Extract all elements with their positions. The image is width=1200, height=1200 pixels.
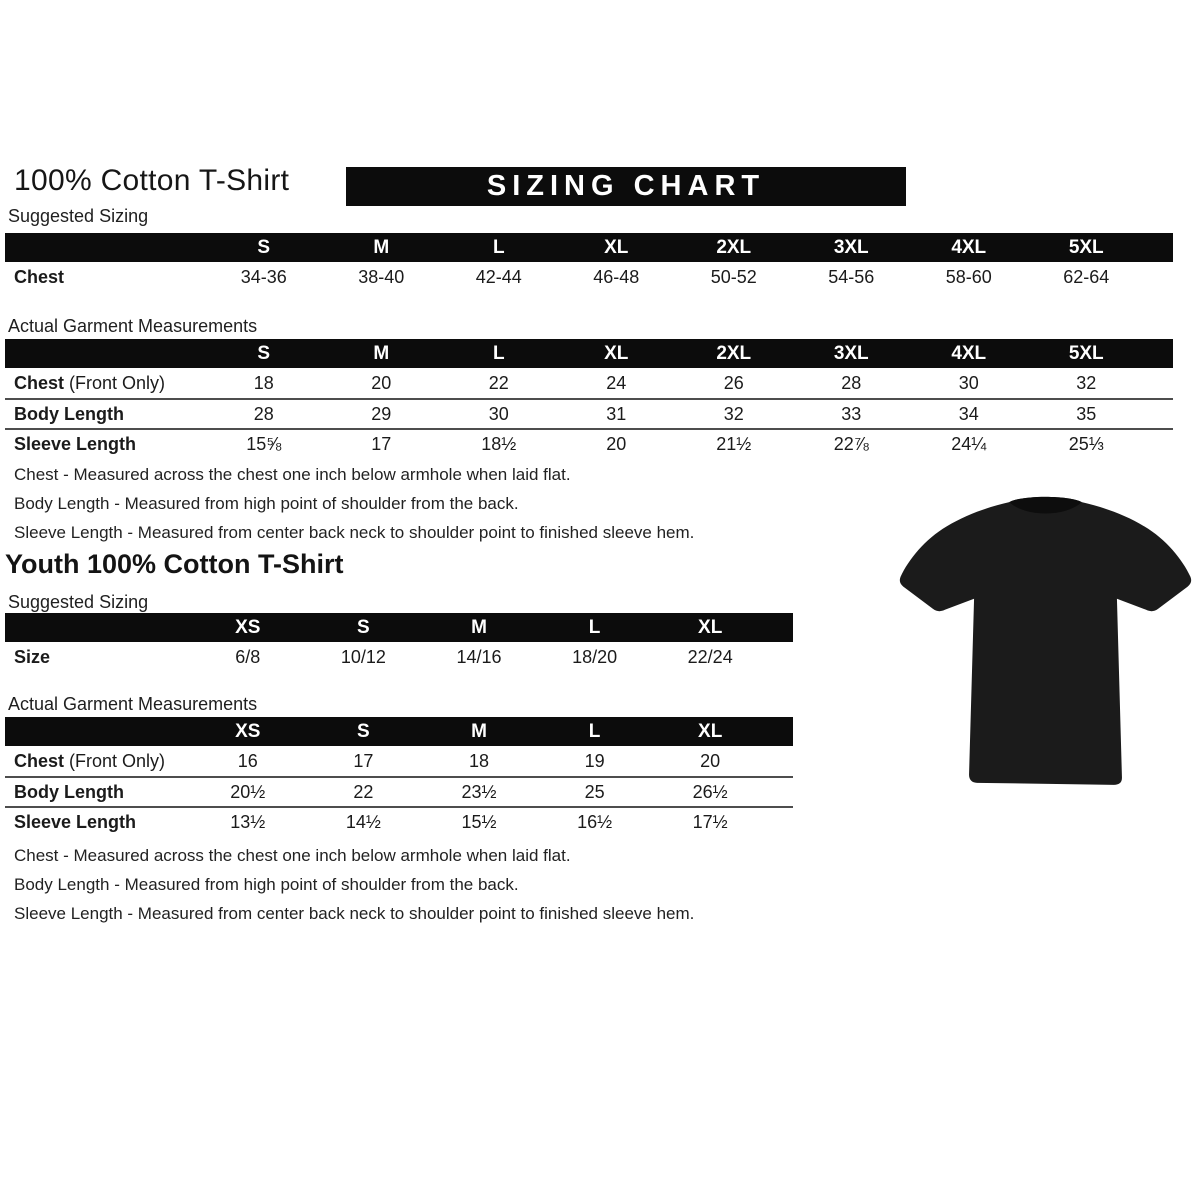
- table-cell: 42-44: [475, 266, 522, 287]
- table-cell: 18: [468, 750, 489, 771]
- table-cell: 14/16: [456, 646, 502, 667]
- table-row: [5, 398, 1173, 428]
- column-header: S: [257, 236, 271, 258]
- table-cell: 25⅓: [1068, 433, 1104, 454]
- youth-section-title: Youth 100% Cotton T-Shirt: [5, 549, 344, 579]
- page-title: 100% Cotton T-Shirt: [14, 164, 290, 197]
- table-cell: 35: [1076, 403, 1097, 424]
- row-label: Body Length: [14, 403, 124, 424]
- note-body-length: Body Length - Measured from high point of shoulder from the back.: [14, 494, 519, 513]
- note-chest: Chest - Measured across the chest one inch below armhole when laid flat.: [14, 465, 571, 484]
- table-cell: 50-52: [710, 266, 757, 287]
- note-body-length: Body Length - Measured from high point of shoulder from the back.: [14, 875, 519, 894]
- column-header: M: [471, 720, 487, 742]
- column-header: XS: [235, 616, 261, 638]
- table-cell: 17: [353, 750, 374, 771]
- table-cell: 29: [371, 403, 392, 424]
- column-header: L: [492, 342, 505, 364]
- column-header: L: [492, 236, 505, 258]
- table-cell: 10/12: [340, 646, 386, 667]
- table-cell: 21½: [716, 433, 752, 454]
- table-cell: 18: [253, 372, 274, 393]
- table-cell: 19: [584, 750, 605, 771]
- column-header: 4XL: [951, 342, 987, 364]
- table-cell: 16½: [577, 811, 613, 832]
- row-label: Size: [14, 646, 51, 667]
- table-header-row: [5, 717, 793, 746]
- column-header: 3XL: [833, 236, 869, 258]
- table-cell: 26½: [692, 781, 728, 802]
- adult-suggested-sizing-label: Suggested Sizing: [8, 206, 149, 226]
- table-cell: 6/8: [235, 646, 261, 667]
- table-cell: 22⅞: [833, 433, 869, 454]
- adult-suggested-sizing-table: [5, 233, 1173, 292]
- sizing-chart-banner: SIZING CHART: [346, 167, 906, 206]
- row-label: Chest (Front Only): [14, 372, 166, 393]
- black-tshirt-image: [893, 478, 1198, 810]
- column-header: XL: [604, 342, 629, 364]
- table-cell: 18/20: [572, 646, 618, 667]
- table-cell: 22/24: [687, 646, 733, 667]
- table-header-row: [5, 233, 1173, 262]
- table-header-row: [5, 613, 793, 642]
- table-row: [5, 776, 793, 806]
- table-cell: 24¼: [951, 433, 987, 454]
- table-cell: 17: [371, 433, 392, 454]
- table-cell: 62-64: [1063, 266, 1110, 287]
- column-header: 5XL: [1068, 236, 1104, 258]
- table-cell: 22: [353, 781, 374, 802]
- table-cell: 34-36: [240, 266, 287, 287]
- table-cell: 31: [606, 403, 627, 424]
- table-cell: 15½: [461, 811, 497, 832]
- table-cell: 25: [584, 781, 605, 802]
- column-header: 2XL: [716, 236, 752, 258]
- youth-suggested-sizing-table: [5, 613, 793, 672]
- table-cell: 30: [958, 372, 979, 393]
- adult-actual-measurements-label: Actual Garment Measurements: [8, 316, 258, 336]
- column-header: XL: [604, 236, 629, 258]
- column-header: XS: [235, 720, 261, 742]
- column-header: XL: [698, 616, 723, 638]
- table-cell: 22: [488, 372, 509, 393]
- tshirt-body-shape: [900, 497, 1191, 785]
- table-row: [5, 368, 1173, 398]
- column-header: L: [588, 616, 601, 638]
- column-header: 3XL: [833, 342, 869, 364]
- table-cell: 28: [841, 372, 862, 393]
- column-header: XL: [698, 720, 723, 742]
- table-cell: 20: [700, 750, 721, 771]
- row-label: Chest: [14, 266, 65, 287]
- table-header-row: [5, 339, 1173, 368]
- table-cell: 38-40: [358, 266, 405, 287]
- row-label: Chest (Front Only): [14, 750, 166, 771]
- column-header: 5XL: [1068, 342, 1104, 364]
- table-cell: 13½: [230, 811, 266, 832]
- note-sleeve-length: Sleeve Length - Measured from center back neck to shoulder point to finished sleeve hem.: [14, 523, 695, 542]
- table-row: [5, 428, 1173, 458]
- row-label: Sleeve Length: [14, 433, 137, 454]
- table-cell: 54-56: [828, 266, 875, 287]
- table-cell: 23½: [461, 781, 497, 802]
- table-cell: 33: [841, 403, 862, 424]
- table-cell: 58-60: [945, 266, 992, 287]
- column-header: S: [357, 616, 370, 638]
- table-row: [5, 806, 793, 836]
- table-cell: 15⅝: [246, 433, 282, 454]
- note-sleeve-length: Sleeve Length - Measured from center back neck to shoulder point to finished sleeve hem.: [14, 904, 695, 923]
- youth-suggested-sizing-label: Suggested Sizing: [8, 592, 149, 612]
- column-header: 4XL: [951, 236, 987, 258]
- column-header: L: [588, 720, 601, 742]
- table-cell: 18½: [481, 433, 517, 454]
- table-cell: 32: [723, 403, 744, 424]
- table-cell: 34: [958, 403, 979, 424]
- table-row: [5, 642, 793, 672]
- table-row: [5, 746, 793, 776]
- row-label: Body Length: [14, 781, 124, 802]
- table-cell: 20: [371, 372, 392, 393]
- youth-actual-measurements-table: [5, 717, 793, 836]
- table-cell: 28: [253, 403, 274, 424]
- note-chest: Chest - Measured across the chest one inch below armhole when laid flat.: [14, 846, 571, 865]
- column-header: M: [373, 236, 390, 258]
- table-cell: 14½: [345, 811, 381, 832]
- youth-actual-measurements-label: Actual Garment Measurements: [8, 694, 258, 714]
- table-cell: 32: [1076, 372, 1097, 393]
- table-cell: 20½: [230, 781, 266, 802]
- table-cell: 26: [723, 372, 744, 393]
- table-cell: 46-48: [593, 266, 640, 287]
- table-cell: 20: [606, 433, 627, 454]
- column-header: 2XL: [716, 342, 752, 364]
- column-header: M: [373, 342, 390, 364]
- youth-measurement-notes: [14, 841, 694, 928]
- column-header: S: [257, 342, 271, 364]
- table-cell: 17½: [692, 811, 728, 832]
- table-cell: 24: [606, 372, 627, 393]
- adult-actual-measurements-table: [5, 339, 1173, 458]
- adult-measurement-notes: [14, 460, 694, 547]
- column-header: S: [357, 720, 370, 742]
- table-row: [5, 262, 1173, 292]
- table-cell: 16: [237, 750, 258, 771]
- column-header: M: [471, 616, 487, 638]
- row-label: Sleeve Length: [14, 811, 137, 832]
- table-cell: 30: [488, 403, 509, 424]
